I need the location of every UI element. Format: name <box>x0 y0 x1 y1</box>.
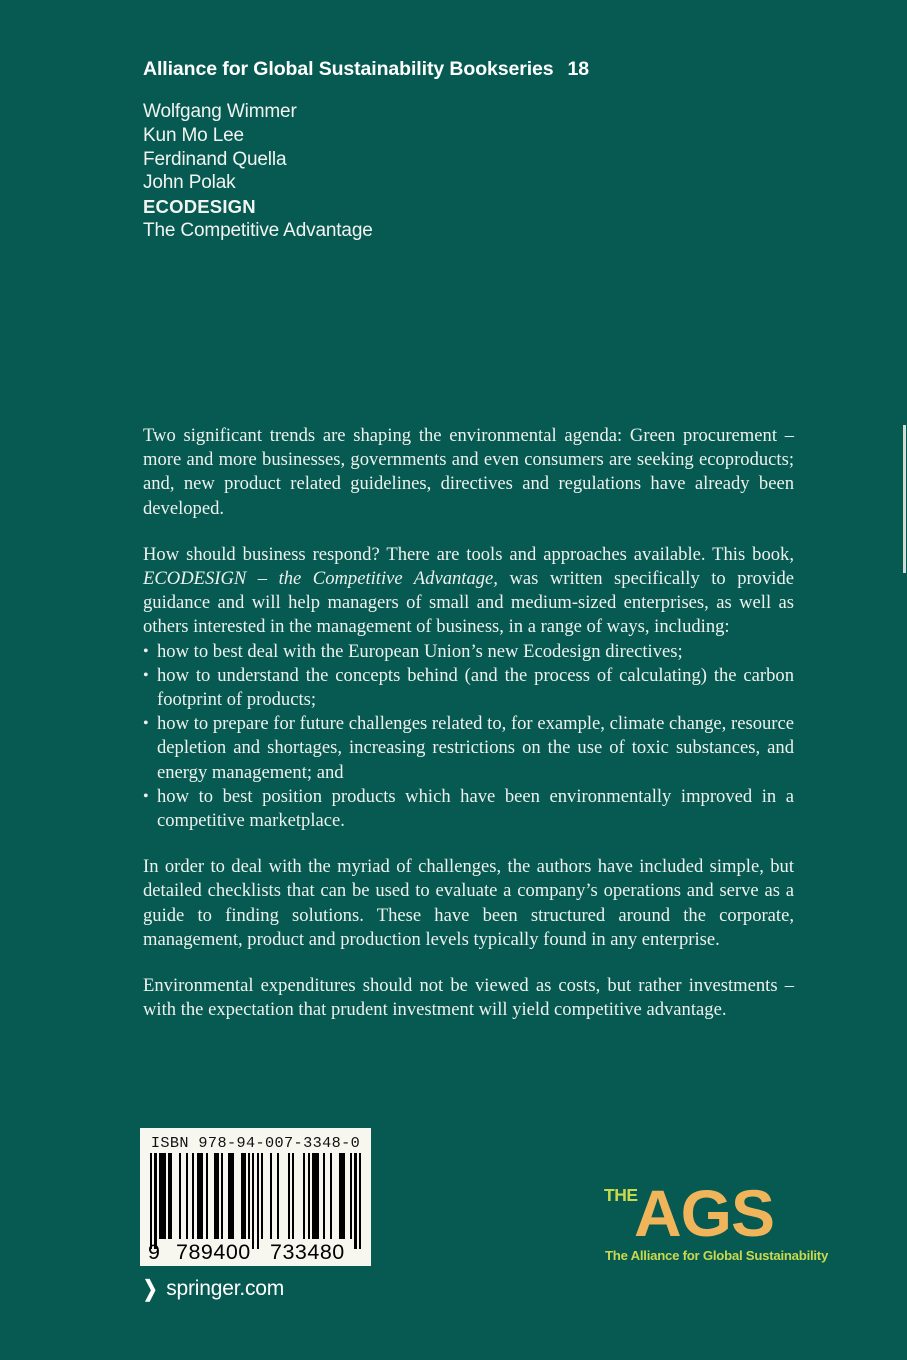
barcode-bars <box>150 1153 361 1239</box>
chevron-right-icon: ❯ <box>142 1276 158 1301</box>
blurb-paragraph-1: Two significant trends are shaping the environmental agenda: Green procurement – more and more businesses, governments and even consumers are seeking ecoproducts; and, new product related guidelines, directives and regulations have already been developed. <box>143 425 794 519</box>
springer-logo[interactable] <box>141 1276 284 1302</box>
page-edge-sliver <box>903 425 906 573</box>
ean-right-group: 733480 <box>270 1240 345 1264</box>
springer-url: springer.com <box>166 1277 285 1300</box>
list-item: • how to best deal with the European Union’s new Ecodesign directives; <box>143 640 794 664</box>
series-number: 18 <box>567 58 590 80</box>
author-2: Kun Mo Lee <box>143 124 244 146</box>
book-title: ECODESIGN <box>143 196 256 218</box>
author-1: Wolfgang Wimmer <box>143 101 297 122</box>
author-4: John Polak <box>143 172 236 194</box>
ags-acronym: AGS <box>634 1176 775 1250</box>
list-item: • how to best position products which have been environmentally improved in a competitive marketplace. <box>143 785 794 833</box>
series-name: Alliance for Global Sustainability Bookseries <box>143 58 554 80</box>
ags-the-word: THE <box>604 1185 638 1205</box>
series-line <box>143 58 589 81</box>
blurb-paragraph-4: Environmental expenditures should not be viewed as costs, but rather investments – with the expectation that prudent investment will yield competitive advantage. <box>143 975 794 1021</box>
ean-digits <box>146 1239 365 1265</box>
list-item: • how to understand the concepts behind (and the process of calculating) the carbon footprint of products; <box>143 664 794 712</box>
blurb-text <box>143 424 794 1022</box>
ean-left-group: 789400 <box>176 1240 251 1264</box>
ags-tagline: The Alliance for Global Sustainability <box>605 1248 829 1263</box>
blurb-book-title-italic: ECODESIGN – the Competitive Advantage, <box>143 568 498 590</box>
ean-lead-digit: 9 <box>148 1240 161 1264</box>
book-subtitle: The Competitive Advantage <box>143 219 373 241</box>
isbn-label: ISBN 978-94-007-3348-0 <box>150 1134 361 1152</box>
list-item: • how to prepare for future challenges related to, for example, climate change, resource depletion and shortages, increasing restrictions on the use of toxic substances, and energy management; and <box>143 712 794 785</box>
blurb-paragraph-2-lead: How should business respond? There are tools and approaches available. This book, <box>143 543 794 565</box>
blurb-paragraph-2 <box>143 543 794 640</box>
blurb-paragraph-3: In order to deal with the myriad of challenges, the authors have included simple, but detailed checklists that can be used to evaluate a company’s operations and serve as a guide to finding solutions. These have been structured around the corporate, management, product and production levels typically found in any enterprise. <box>143 856 794 950</box>
blurb-bullet-list <box>143 640 794 834</box>
isbn-barcode <box>140 1128 371 1266</box>
blurb-paragraph-2-tail: was written specifically to provide guidance and will help managers of small and medium-sized enterprises, as well as others interested in the management of business, in a range of ways, including: <box>143 568 794 638</box>
title-block <box>143 100 373 243</box>
author-3: Ferdinand Quella <box>143 148 287 170</box>
